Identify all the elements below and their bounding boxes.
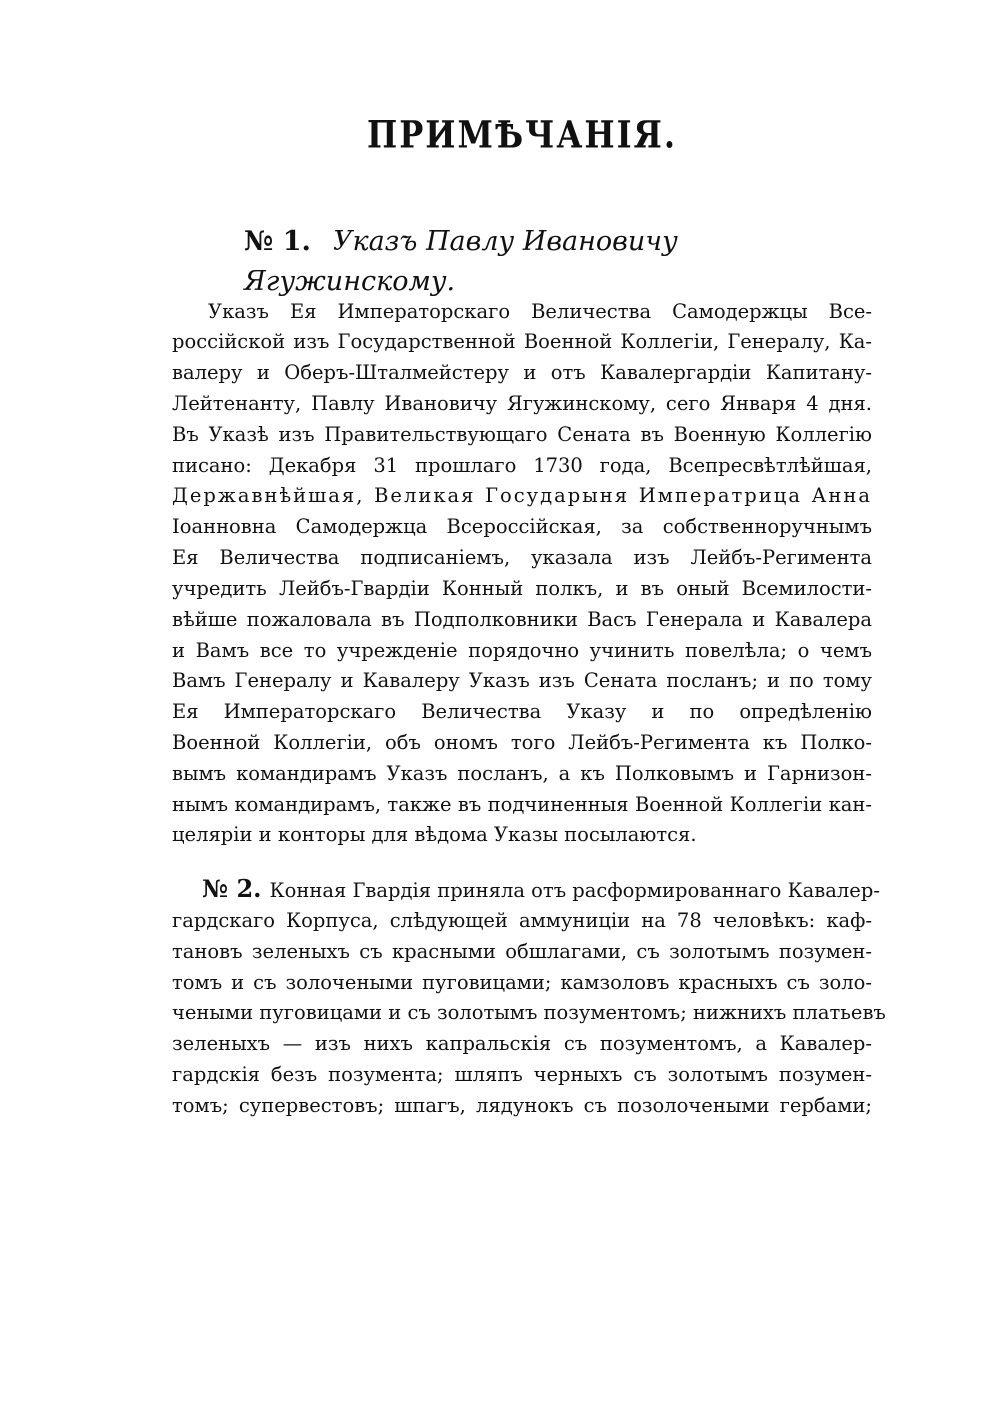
note-1-line: Лейтенанту, Павлу Ивановичу Ягужинскому, сего Января 4 дня. xyxy=(172,392,872,415)
note-1-line: Державнѣйшая, Великая Государыня Императрица Анна xyxy=(172,484,872,507)
note-2-line: гардскаго Корпуса, слѣдующей аммуниціи на 78 человѣкъ: каф- xyxy=(172,909,872,932)
note-1-heading xyxy=(244,222,884,302)
note-1-line: Въ Указѣ изъ Правительствующаго Сената въ Военную Коллегію xyxy=(172,423,872,446)
book-page xyxy=(172,0,886,1418)
note-1-line: Указъ Ея Императорскаго Величества Самодержцы Все- xyxy=(208,300,872,323)
note-1-line: и Вамъ все то учрежденіе порядочно учинить повелѣла; о чемъ xyxy=(172,639,872,662)
note-1-line: учредить Лейбъ-Гвардіи Конный полкъ, и въ оный Всемилости- xyxy=(172,577,872,600)
note-1-line: Ея Императорскаго Величества Указу и по опредѣленію xyxy=(172,700,872,723)
note-1-number: № 1. xyxy=(244,226,311,257)
note-2-line: зеленыхъ — изъ нихъ капральскія съ позументомъ, а Кавалер- xyxy=(172,1032,872,1055)
note-1-line: вѣйше пожаловала въ Подполковники Васъ Генерала и Кавалера xyxy=(172,608,872,631)
note-1-line: Вамъ Генералу и Кавалеру Указъ изъ Сената посланъ; и по тому xyxy=(172,669,872,692)
note-1-line: Іоанновна Самодержца Всероссійская, за собственноручнымъ xyxy=(172,515,872,538)
note-1-line: вымъ командирамъ Указъ посланъ, а къ Полковымъ и Гарнизон- xyxy=(172,762,872,785)
note-2-line: Конная Гвардія приняла отъ расформированнаго Кавалер- xyxy=(269,879,880,902)
note-2-line: томъ и съ золочеными пуговицами; камзоловъ красныхъ съ золо- xyxy=(172,971,872,994)
note-2-line: гардскія безъ позумента; шляпъ черныхъ съ золотымъ позумен- xyxy=(172,1063,872,1086)
note-1-line: валеру и Оберъ-Шталмейстеру и отъ Кавалергардіи Капитану- xyxy=(172,361,872,384)
note-1-line: писано: Декабря 31 прошлаго 1730 года, Всепресвѣтлѣйшая, xyxy=(172,454,872,477)
note-1-line: нымъ командирамъ, также въ подчиненныя Военной Коллегіи кан- xyxy=(172,793,872,816)
note-2-line: чеными пуговицами и съ золотымъ позументомъ; нижнихъ платьевъ xyxy=(172,1001,886,1024)
page-title: ПРИМѢЧАНІЯ. xyxy=(367,112,677,157)
note-2-first-line xyxy=(172,874,880,904)
note-1-line: целяріи и конторы для вѣдома Указы посылаются. xyxy=(172,823,697,846)
note-2-number: № 2. xyxy=(202,874,262,903)
note-1-line: Ея Величества подписаніемъ, указала изъ Лейбъ-Регимента xyxy=(172,546,872,569)
note-1-title: Указъ Павлу Ивановичу Ягужинскому. xyxy=(244,226,678,297)
note-2-line: тановъ зеленыхъ съ красными обшлагами, съ золотымъ позумен- xyxy=(172,940,872,963)
note-1-line: россійской изъ Государственной Военной Коллегіи, Генералу, Ка- xyxy=(172,330,872,353)
note-1-line: Военной Коллегіи, объ ономъ того Лейбъ-Регимента къ Полко- xyxy=(172,731,872,754)
note-2-line: томъ; супервестовъ; шпагъ, лядунокъ съ позолочеными гербами; xyxy=(172,1094,872,1117)
